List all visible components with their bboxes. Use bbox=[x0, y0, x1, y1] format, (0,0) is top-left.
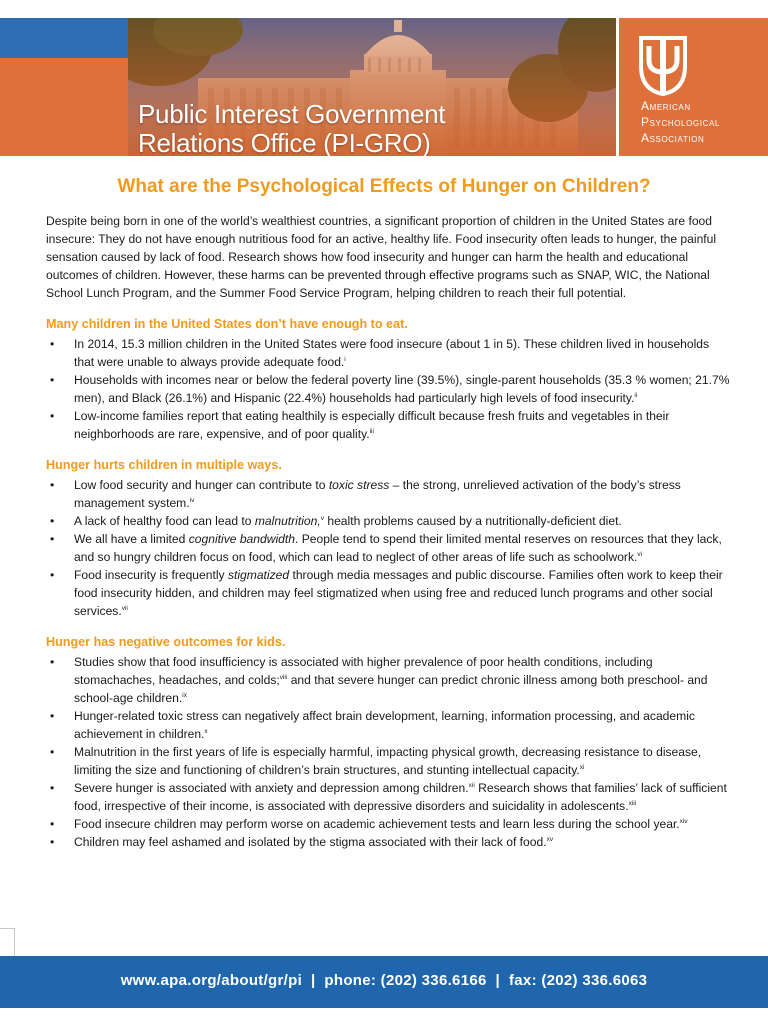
list-item: • In 2014, 15.3 million children in the United States were food insecure (about 1 in 5). These children lived in households that were unable to always provide adequate food.$^i$ bbox=[46, 335, 732, 371]
list-item: • We all have a limited cognitive bandwidth. People tend to spend their limited mental reserves on resources that they lack, and so hungry children focus on food, which can lead to neglect of other areas of life such as schoolwork.$^{vi}$ bbox=[46, 530, 732, 566]
list-item: • Malnutrition in the first years of life is especially harmful, impacting physical growth, decreasing resistance to disease, limiting the size and functioning of children’s brain structures, and stunting intellectual capacity.$^{xi}$ bbox=[46, 743, 732, 779]
footnote-ref: vi bbox=[637, 550, 643, 558]
apa-wordmark-line1: American bbox=[641, 99, 691, 113]
apa-wordmark-line2: Psychological bbox=[641, 115, 720, 129]
footnote-ref: ii bbox=[634, 391, 638, 399]
header-orange-block bbox=[0, 58, 128, 156]
list-item: • Children may feel ashamed and isolated by the stigma associated with their lack of food.$^{xv}$ bbox=[46, 833, 732, 851]
footnote-ref: x bbox=[204, 727, 208, 735]
footnote-ref: xv bbox=[546, 835, 554, 843]
footnote-ref: vii bbox=[121, 604, 128, 612]
footnote-ref: viii bbox=[279, 673, 288, 681]
office-title-line2: Relations Office (PI-GRO) bbox=[138, 128, 431, 156]
header-blue-block bbox=[0, 18, 128, 58]
footnote-ref: xiv bbox=[679, 817, 688, 825]
footnote-ref: v bbox=[320, 514, 324, 522]
apa-logo-panel bbox=[616, 18, 768, 156]
footnote-ref: xiii bbox=[628, 799, 637, 807]
list-item: • Food insecure children may perform worse on academic achievement tests and learn less during the school year.$^{xiv}$ bbox=[46, 815, 732, 833]
footnote-ref: xii bbox=[468, 781, 475, 789]
list-item: • Low food security and hunger can contribute to toxic stress – the strong, unrelieved activation of the body’s stress management system.$^{iv}$ bbox=[46, 476, 732, 512]
list-item: • Hunger-related toxic stress can negatively affect brain development, learning, information processing, and academic achievement in children.$^x$ bbox=[46, 707, 732, 743]
footnote-ref: iv bbox=[189, 496, 195, 504]
section-heading: Hunger hurts children in multiple ways. bbox=[46, 458, 282, 472]
apa-wordmark-line3: Association bbox=[641, 131, 705, 145]
bullet-list bbox=[46, 653, 732, 851]
list-item: • Food insecurity is frequently stigmatized through media messages and public discourse. Families often work to keep their food insecurity hidden, and children may feel stigmatized when using free and reduced lunch programs and other social services.$^{vii}$ bbox=[46, 566, 732, 620]
intro-paragraph: Despite being born in one of the world’s wealthiest countries, a significant proportion of children in the United States are food insecure: They do not have enough nutritious food for an active, healthy life. Food insecurity often leads to hunger, the painful sensation caused by lack of food. Research shows how food insecurity and hunger can harm the health and educational outcomes of children. However, these harms can be prevented through effective programs such as SNAP, WIC, the National School Lunch Program, and the Summer Food Service Program, helping children to reach their full potential. bbox=[46, 214, 717, 300]
list-item: • Low-income families report that eating healthily is especially difficult because fresh fruits and vegetables in their neighborhoods are rare, expensive, and of poor quality.$^{iii}$ bbox=[46, 407, 732, 443]
apa-wordmark bbox=[641, 98, 720, 146]
footer-contact: www.apa.org/about/gr/pi | phone: (202) 336.6166 | fax: (202) 336.6063 bbox=[120, 972, 648, 989]
section-heading: Hunger has negative outcomes for kids. bbox=[46, 635, 286, 649]
office-title bbox=[138, 100, 445, 156]
list-item: • Severe hunger is associated with anxiety and depression among children.$^{xii}$ Research shows that families’ lack of sufficient food, irrespective of their income, is associated with depressive disorders and suicidality in adolescents.$^{xiii}$ bbox=[46, 779, 732, 815]
office-title-line1: Public Interest Government bbox=[138, 99, 446, 129]
footnote-ref: i bbox=[344, 355, 346, 363]
bullet-list bbox=[46, 335, 732, 443]
footnote-ref: xi bbox=[579, 763, 585, 771]
section-heading: Many children in the United States don’t have enough to eat. bbox=[46, 317, 408, 331]
page-corner-mark bbox=[0, 928, 15, 957]
footer-bar bbox=[0, 956, 768, 1008]
document-title: What are the Psychological Effects of Hunger on Children? bbox=[117, 176, 651, 197]
footnote-ref: ix bbox=[182, 691, 187, 699]
psi-logo-icon bbox=[637, 32, 689, 96]
footnote-ref: iii bbox=[369, 427, 374, 435]
list-item: • Households with incomes near or below the federal poverty line (39.5%), single-parent households (35.3 % women; 21.7% men), and Black (26.1%) and Hispanic (22.4%) households had particularly high levels of food insecurity.$^{ii}$ bbox=[46, 371, 732, 407]
capitol-photo-banner bbox=[128, 18, 616, 156]
document-body bbox=[46, 212, 732, 851]
bullet-list bbox=[46, 476, 732, 620]
list-item: • A lack of healthy food can lead to malnutrition,$^v$ health problems caused by a nutritionally-deficient diet. bbox=[46, 512, 732, 530]
list-item: • Studies show that food insufficiency is associated with higher prevalence of poor health conditions, including stomachaches, headaches, and colds;$^{viii}$ and that severe hunger can predict chronic illness among both preschool- and school-age children.$^{ix}$ bbox=[46, 653, 732, 707]
